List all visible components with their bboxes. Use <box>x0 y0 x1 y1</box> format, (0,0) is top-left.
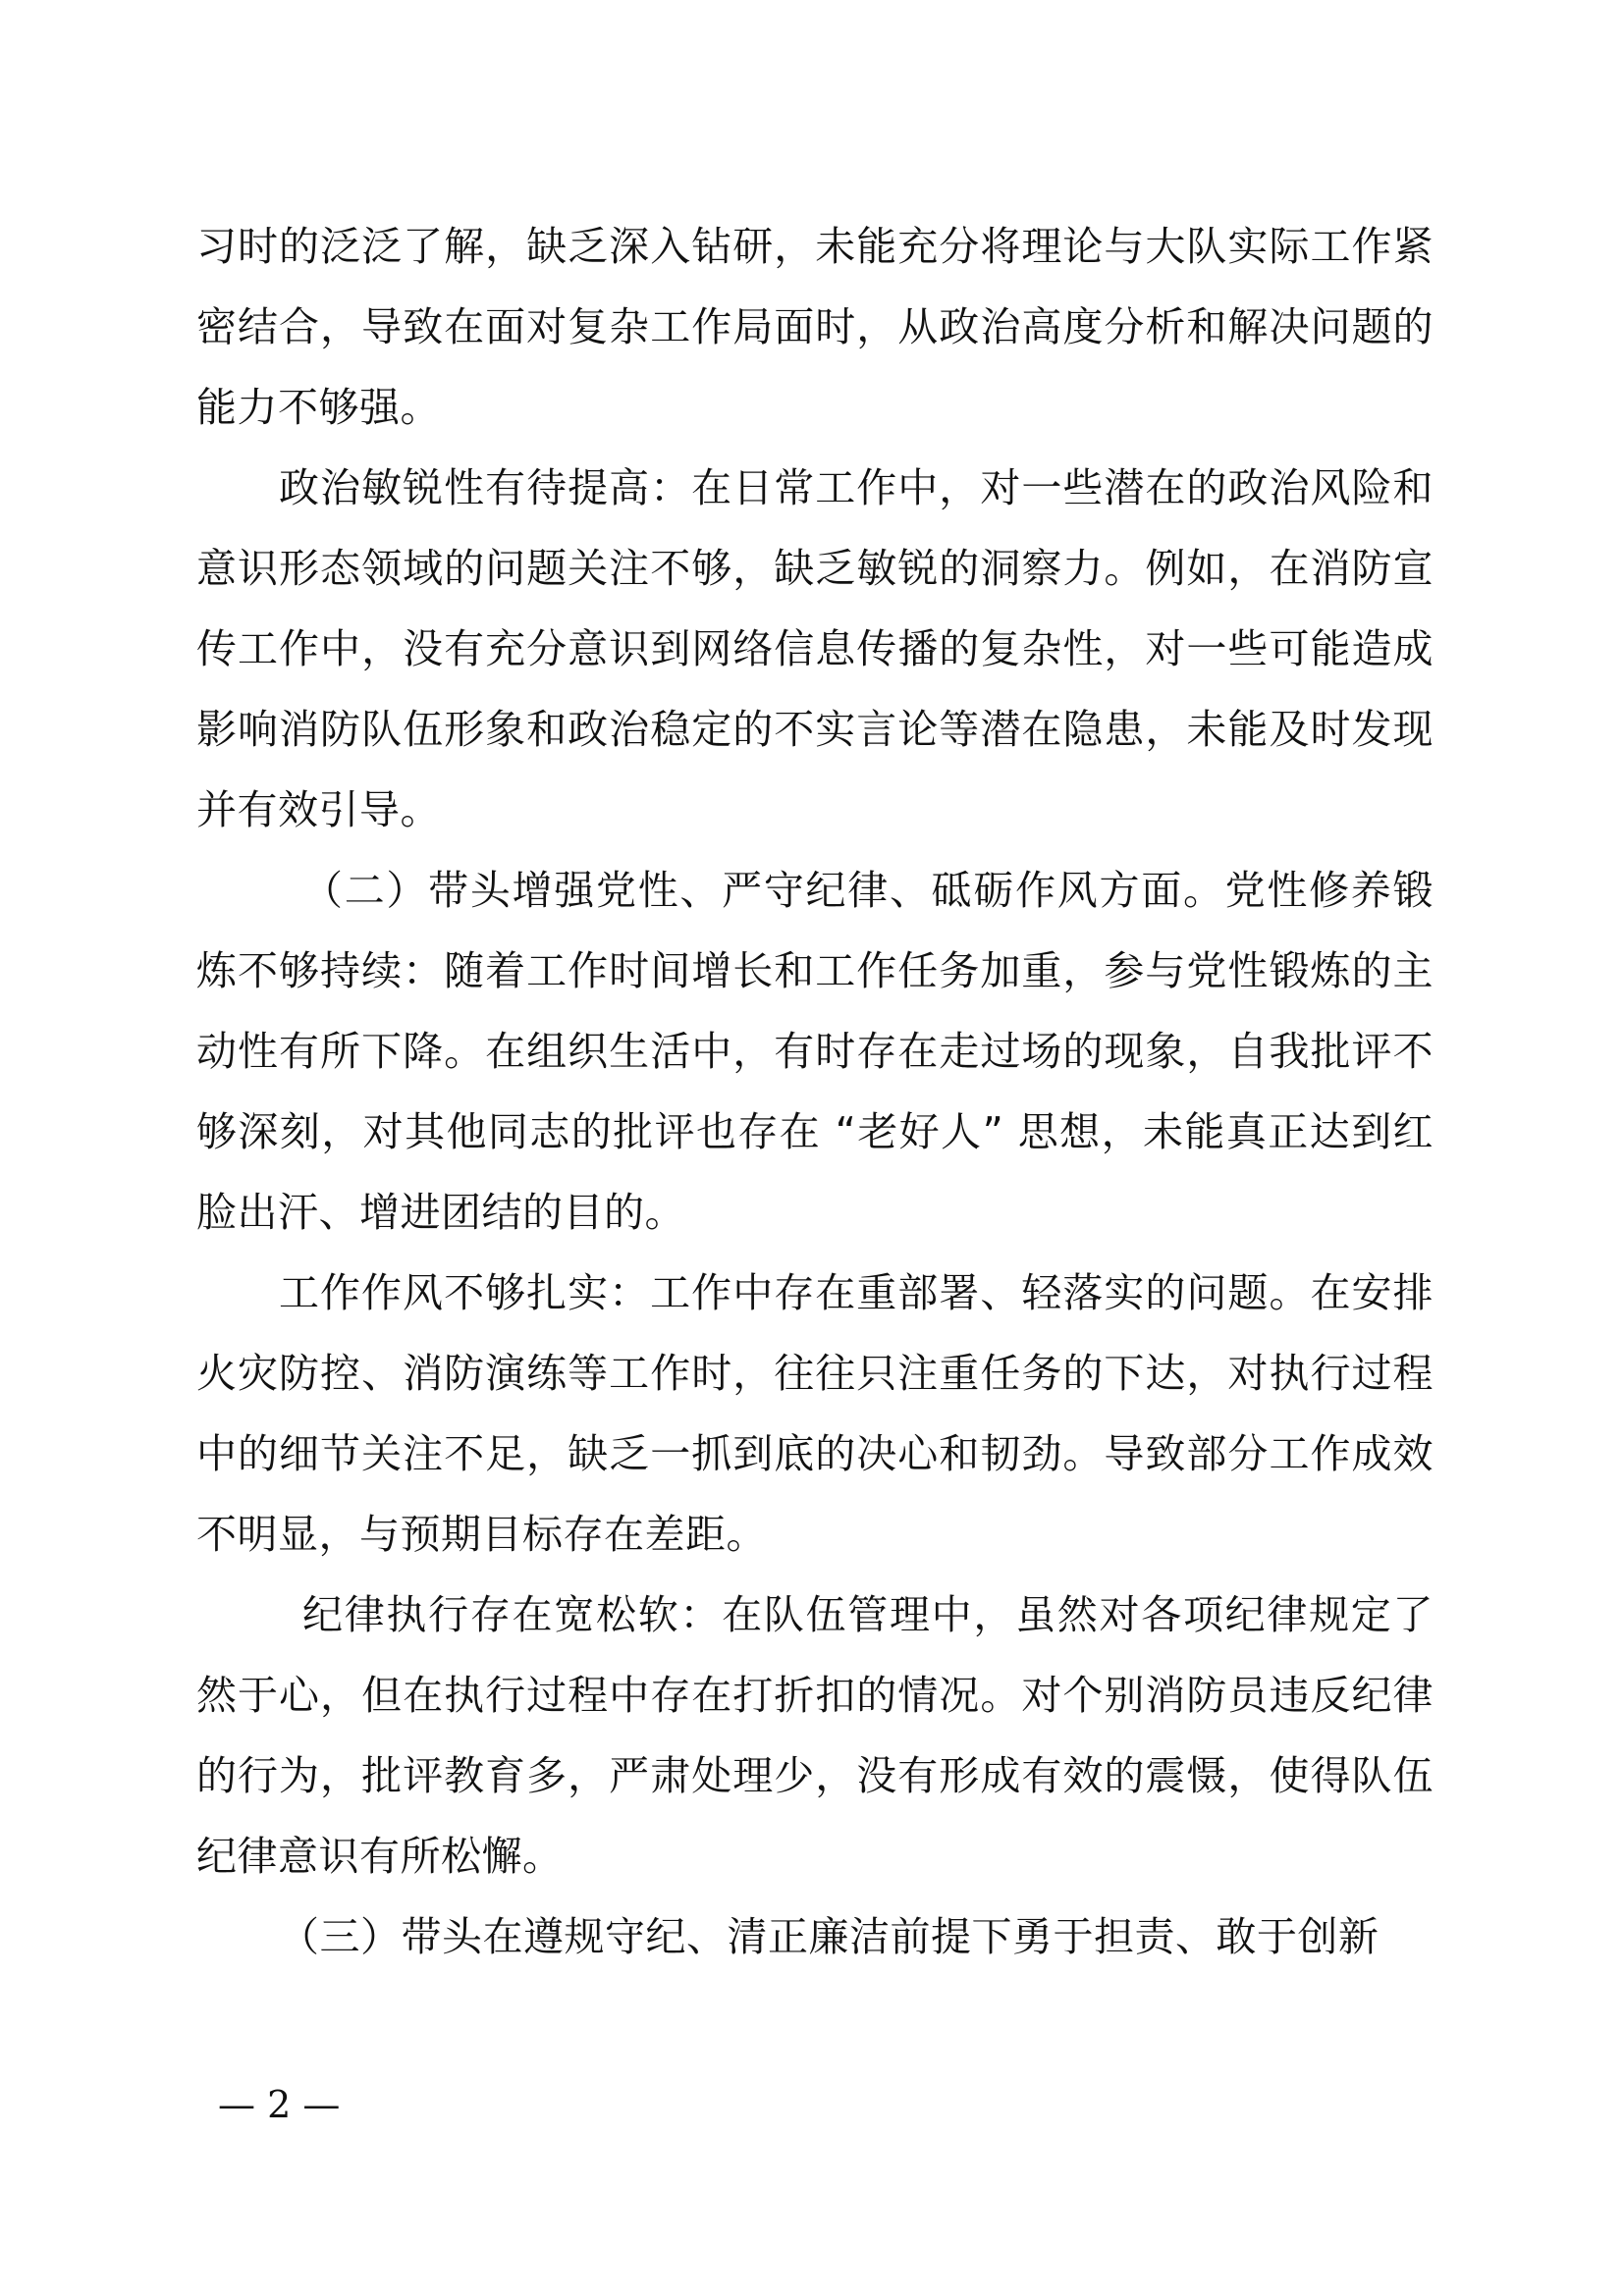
paragraph-work-style: 工作作风不够扎实：工作中存在重部署、轻落实的问题。在安排火灾防控、消防演练等工作时，往往只注重任务的下达，对执行过程中的细节关注不足，缺乏一抓到底的决心和韧劲。导致部分工作成效不明显，与预期目标存在差距。 <box>196 1269 1434 1558</box>
paragraph-continuation: 习时的泛泛了解，缺乏深入钻研，未能充分将理论与大队实际工作紧密结合，导致在面对复杂工作局面时，从政治高度分析和解决问题的能力不够强。 <box>196 223 1434 431</box>
paragraph-discipline: 纪律执行存在宽松软：在队伍管理中，虽然对各项纪律规定了然于心，但在执行过程中存在打折扣的情况。对个别消防员违反纪律的行为，批评教育多，严肃处理少，没有形成有效的震慑，使得队伍纪律意识有所松懈。 <box>196 1591 1434 1880</box>
page-number: — 2 — <box>218 2083 341 2126</box>
document-body <box>196 206 1434 1977</box>
paragraph-political-sensitivity: 政治敏锐性有待提高：在日常工作中，对一些潜在的政治风险和意识形态领域的问题关注不够，缺乏敏锐的洞察力。例如，在消防宣传工作中，没有充分意识到网络信息传播的复杂性，对一些可能造成影响消防队伍形象和政治稳定的不实言论等潜在隐患，未能及时发现并有效引导。 <box>196 464 1434 833</box>
paragraph-section-two-heading: （二）带头增强党性、严守纪律、砥砺作风方面。党性修养锻炼不够持续：随着工作时间增长和工作任务加重，参与党性锻炼的主动性有所下降。在组织生活中，有时存在走过场的现象，自我批评不够深刻，对其他同志的批评也存在 “老好人” 思想，未能真正达到红脸出汗、增进团结的目的。 <box>196 867 1434 1236</box>
paragraph-section-three-heading: （三）带头在遵规守纪、清正廉洁前提下勇于担责、敢于创新 <box>279 1913 1380 1960</box>
